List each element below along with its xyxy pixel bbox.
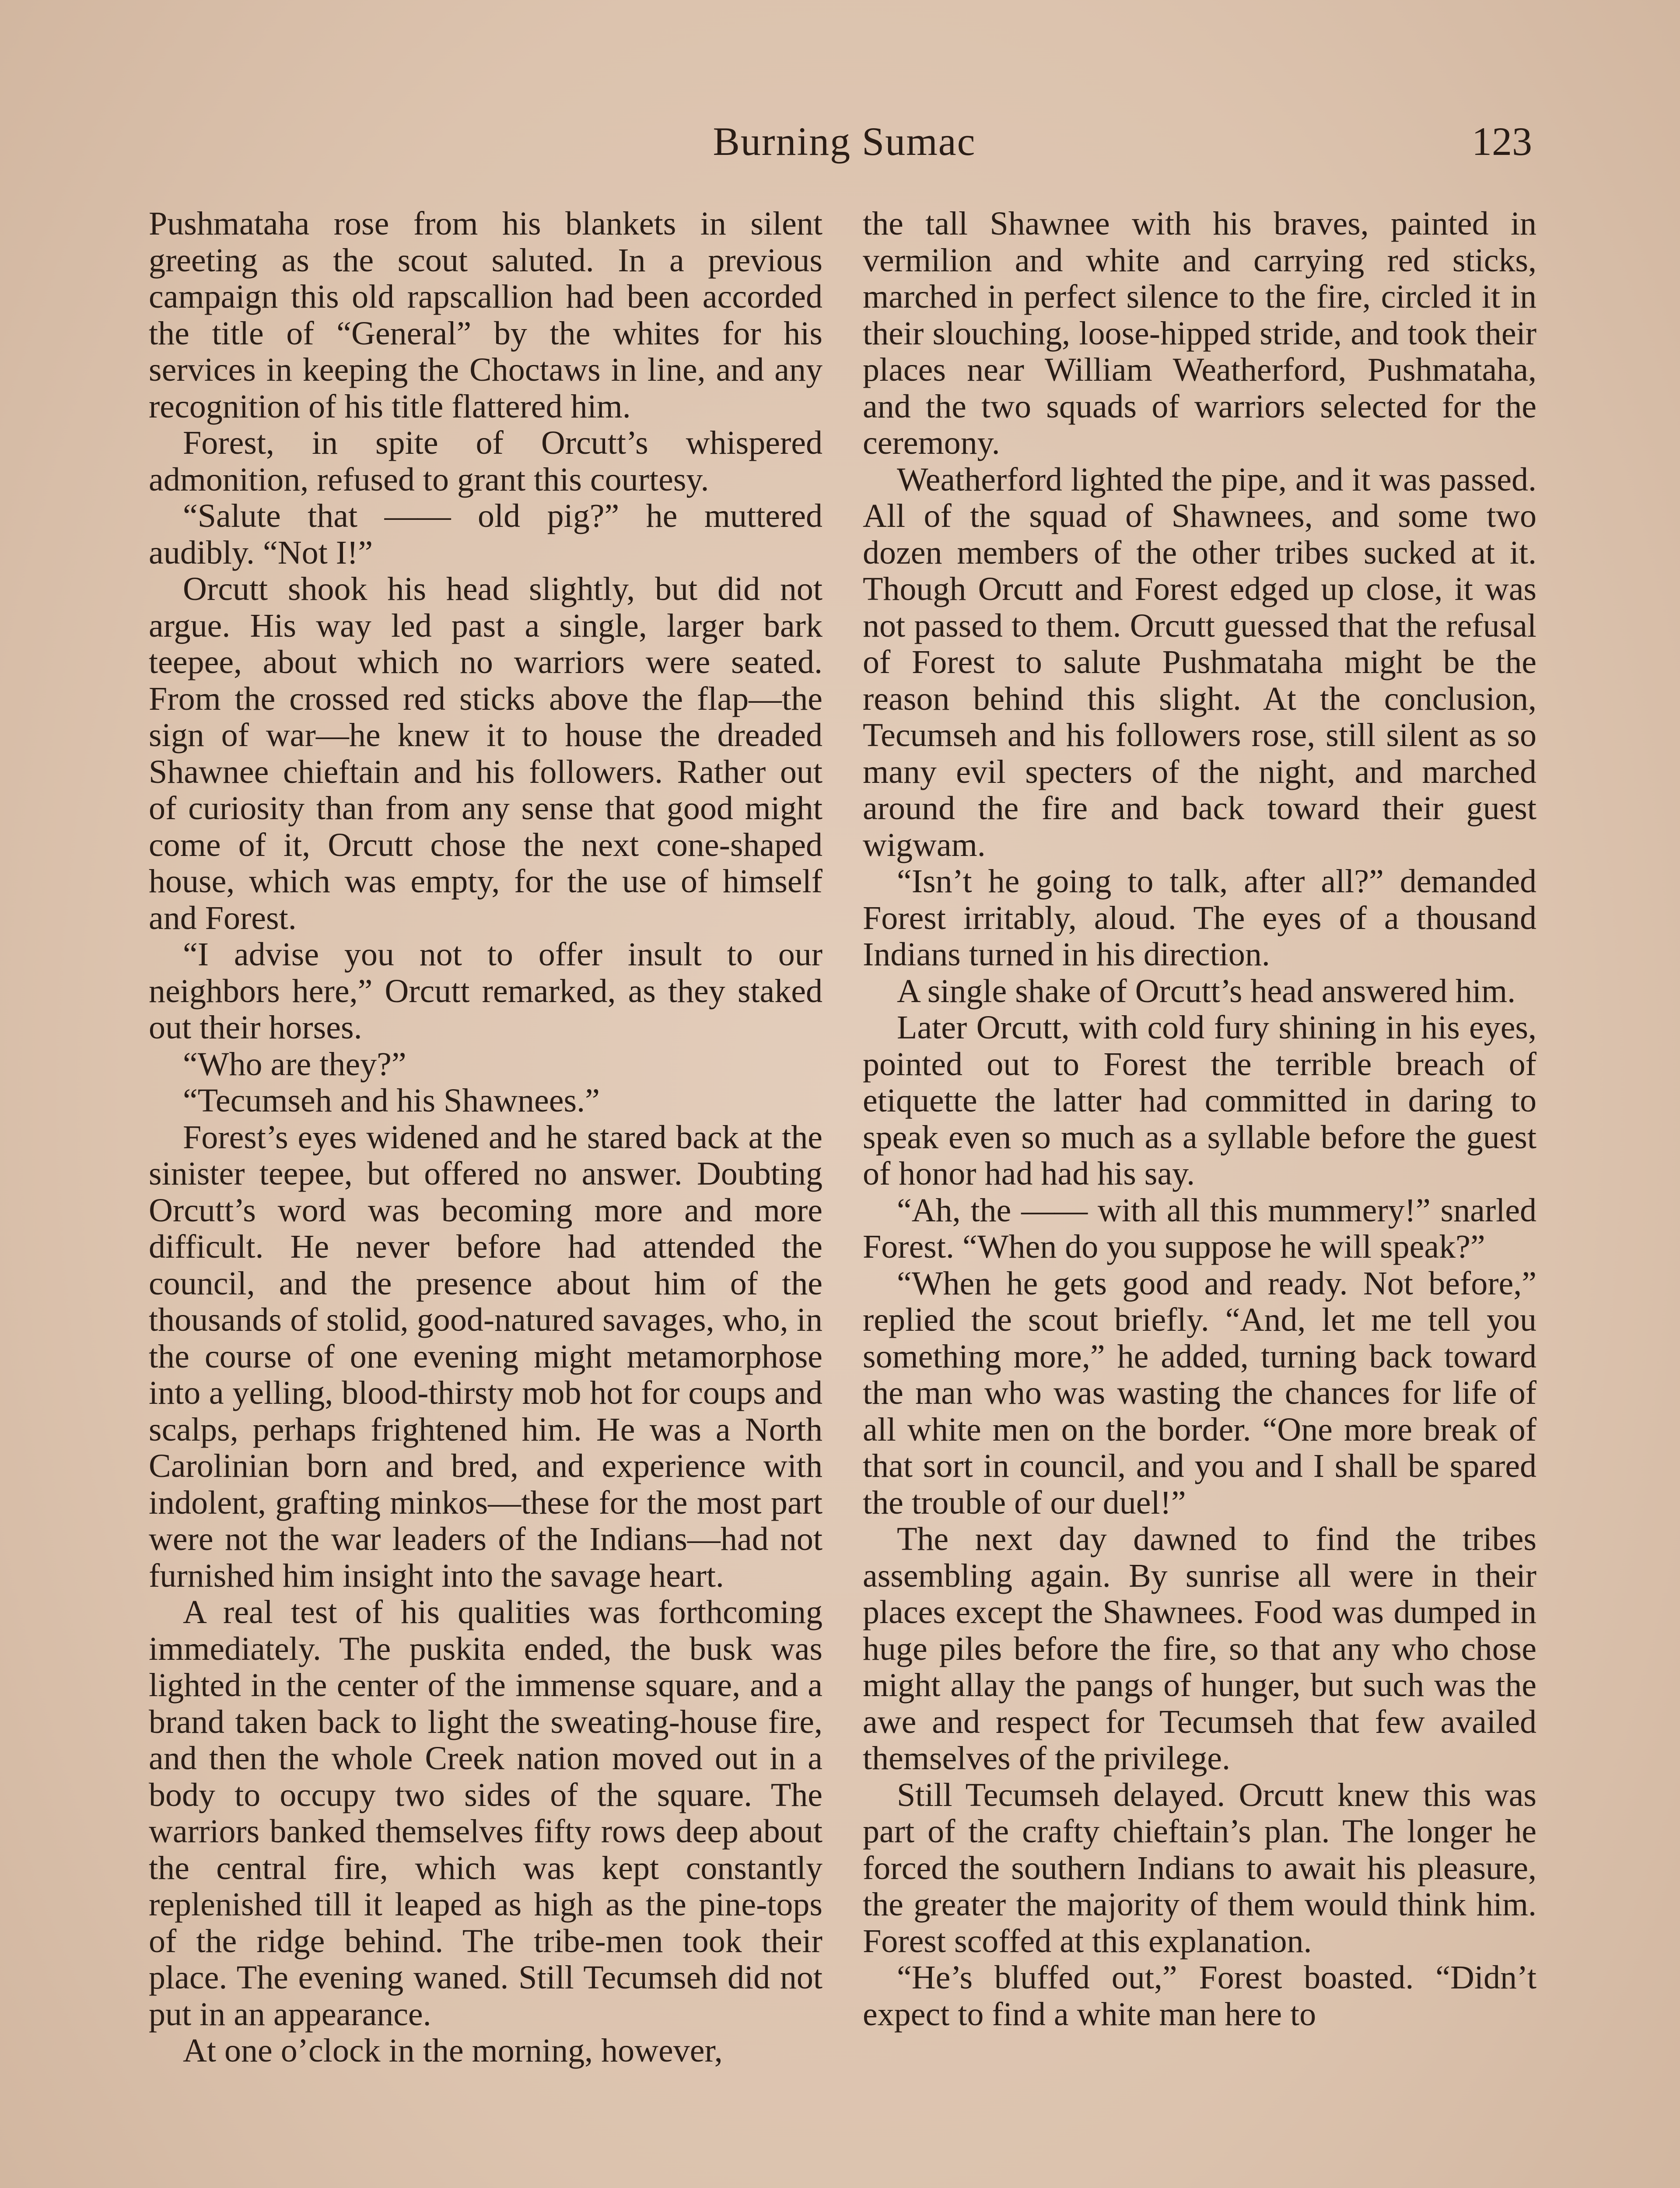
paragraph: Forest’s eyes widened and he stared back at the sinister teepee, but offered no answer. Doubting Orcutt’s word was becoming more and more difficult. He never before had attended the council, and the presence about him of the thousands of stolid, good-natured savages, who, in the course of one evening might metamorphose into a yelling, blood-thirsty mob hot for coups and scalps, perhaps frightened him. He was a North Carolinian born and bred, and experience with indolent, grafting minkos—these for the most part were not the war leaders of the Indians—had not furnished him insight into the savage heart. xyxy=(149,1119,822,1594)
paragraph: The next day dawned to find the tribes assembling again. By sunrise all were in their places except the Shawnees. Food was dumped in huge piles before the fire, so that any who chose might allay the pangs of hunger, but such was the awe and respect for Tecumseh that few availed themselves of the privilege. xyxy=(863,1521,1536,1777)
page-number: 123 xyxy=(1472,119,1532,164)
running-head: Burning Sumac xyxy=(713,119,976,164)
paragraph: “I advise you not to offer insult to our neighbors here,” Orcutt remarked, as they staked out their horses. xyxy=(149,936,822,1046)
paragraph: “Salute that —— old pig?” he muttered audibly. “Not I!” xyxy=(149,498,822,571)
paragraph: “Tecumseh and his Shawnees.” xyxy=(183,1082,600,1119)
paragraph: Orcutt shook his head slightly, but did not argue. His way led past a single, larger bark teepee, about which no warriors were seated. From the crossed red sticks above the flap—the sign of war—he knew it to house the dreaded Shawnee chieftain and his followers. Rather out of curiosity than from any sense that good might come of it, Orcutt chose the next cone-shaped house, which was empty, for the use of himself and Forest. xyxy=(149,571,822,936)
paragraph: At one o’clock in the morning, however, xyxy=(183,2032,723,2069)
paragraph: “Who are they?” xyxy=(183,1045,406,1083)
right-text-column xyxy=(863,206,1536,2188)
paragraph: “Ah, the —— with all this mummery!” snarled Forest. “When do you suppose he will speak?” xyxy=(863,1192,1536,1265)
paragraph: A real test of his qualities was forthcoming immediately. The puskita ended, the busk was lighted in the center of the immense square, and a brand taken back to light the sweating-house fire, and then the whole Creek nation moved out in a body to occupy two sides of the square. The warriors banked themselves fifty rows deep about the central fire, which was kept constantly replenished till it leaped as high as the pine-tops of the ridge behind. The tribe-men took their place. The evening waned. Still Tecumseh did not put in an appearance. xyxy=(149,1594,822,2033)
paragraph: Pushmataha rose from his blankets in silent greeting as the scout saluted. In a previous campaign this old rapscallion had been accorded the title of “General” by the whites for his services in keeping the Choctaws in line, and any recognition of his title flattered him. xyxy=(149,206,822,425)
paragraph: “He’s bluffed out,” Forest boasted. “Didn’t expect to find a white man here to xyxy=(863,1959,1536,2033)
paragraph: the tall Shawnee with his braves, painted in vermilion and white and carrying red sticks, marched in perfect silence to the fire, circled it in their slouching, loose-hipped stride, and took their places near William Weatherford, Pushmataha, and the two squads of warriors selected for the ceremony. xyxy=(863,206,1536,461)
paragraph: Still Tecumseh delayed. Orcutt knew this was part of the crafty chieftain’s plan. The longer he forced the southern Indians to await his pleasure, the greater the majority of them would think him. Forest scoffed at this explanation. xyxy=(863,1776,1536,1960)
paragraph: “When he gets good and ready. Not before,” replied the scout briefly. “And, let me tell you something more,” he added, turning back toward the man who was wasting the chances for life of all white men on the border. “One more break of that sort in council, and you and I shall be spared the trouble of our duel!” xyxy=(863,1265,1536,1521)
paragraph: “Isn’t he going to talk, after all?” demanded Forest irritably, aloud. The eyes of a thousand Indians turned in his direction. xyxy=(863,863,1536,973)
left-text-column xyxy=(149,206,822,2188)
paragraph: A single shake of Orcutt’s head answered him. xyxy=(897,972,1516,1010)
paragraph: Forest, in spite of Orcutt’s whispered admonition, refused to grant this courtesy. xyxy=(149,424,822,498)
paragraph: Later Orcutt, with cold fury shining in his eyes, pointed out to Forest the terrible breach of etiquette the latter had committed in daring to speak even so much as a syllable before the guest of honor had had his say. xyxy=(863,1009,1536,1192)
page-header xyxy=(149,118,1540,166)
paragraph: Weatherford lighted the pipe, and it was passed. All of the squad of Shawnees, and some two dozen members of the other tribes sucked at it. Though Orcutt and Forest edged up close, it was not passed to them. Orcutt guessed that the refusal of Forest to salute Pushmataha might be the reason behind this slight. At the conclusion, Tecumseh and his followers rose, still silent as so many evil specters of the night, and marched around the fire and back toward their guest wigwam. xyxy=(863,461,1536,863)
